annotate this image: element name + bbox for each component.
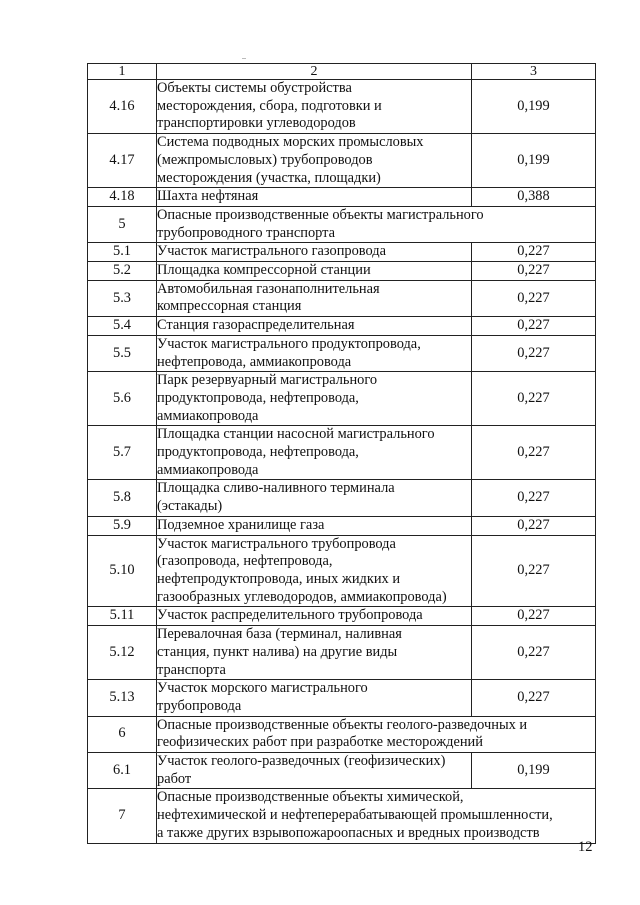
row-coefficient: 0,227 bbox=[472, 243, 596, 262]
row-description: Парк резервуарный магистрального продуктопровода, нефтепровода, аммиакопровода bbox=[157, 372, 472, 426]
row-description: Площадка станции насосной магистрального продуктопровода, нефтепровода, аммиакопровода bbox=[157, 426, 472, 480]
row-description: Автомобильная газонаполнительная компрессорная станция bbox=[157, 280, 472, 316]
row-coefficient: 0,227 bbox=[472, 426, 596, 480]
row-coefficient: 0,227 bbox=[472, 317, 596, 336]
row-coefficient: 0,227 bbox=[472, 626, 596, 680]
row-description: Участок геолого-разведочных (геофизических) работ bbox=[157, 753, 472, 789]
table-row bbox=[88, 243, 596, 262]
row-description: Шахта нефтяная bbox=[157, 188, 472, 207]
row-coefficient: 0,227 bbox=[472, 680, 596, 716]
row-number: 4.18 bbox=[88, 188, 157, 207]
row-number: 5.12 bbox=[88, 626, 157, 680]
table-row bbox=[88, 753, 596, 789]
row-number: 5 bbox=[88, 206, 157, 242]
row-number: 5.8 bbox=[88, 480, 157, 516]
row-coefficient: 0,227 bbox=[472, 607, 596, 626]
table-row bbox=[88, 426, 596, 480]
rates-table bbox=[87, 63, 596, 844]
row-number: 5.11 bbox=[88, 607, 157, 626]
row-coefficient: 0,227 bbox=[472, 516, 596, 535]
table-row bbox=[88, 280, 596, 316]
row-description: Участок магистрального газопровода bbox=[157, 243, 472, 262]
page-number: 12 bbox=[578, 839, 593, 855]
section-title: Опасные производственные объекты химической, нефтехимической и нефтеперерабатывающей промышленности, а также других взрывопожароопасных и вредных производств bbox=[157, 789, 596, 843]
row-description: Участок магистрального трубопровода (газопровода, нефтепровода, нефтепродуктопровода, иных жидких и газообразных углеводородов, аммиакопровода) bbox=[157, 535, 472, 607]
row-description: Подземное хранилище газа bbox=[157, 516, 472, 535]
row-coefficient: 0,199 bbox=[472, 134, 596, 188]
table-body bbox=[88, 64, 596, 844]
table-row bbox=[88, 516, 596, 535]
row-number: 5.7 bbox=[88, 426, 157, 480]
row-coefficient: 0,227 bbox=[472, 262, 596, 281]
row-coefficient: 0,388 bbox=[472, 188, 596, 207]
section-row bbox=[88, 789, 596, 843]
table-row bbox=[88, 626, 596, 680]
row-coefficient: 0,199 bbox=[472, 80, 596, 134]
table-row bbox=[88, 262, 596, 281]
row-coefficient: 0,227 bbox=[472, 480, 596, 516]
table-row bbox=[88, 372, 596, 426]
row-number: 5.13 bbox=[88, 680, 157, 716]
row-number: 4.17 bbox=[88, 134, 157, 188]
header-col-1: 1 bbox=[88, 64, 157, 80]
table-row bbox=[88, 317, 596, 336]
table-row bbox=[88, 335, 596, 371]
row-description: Перевалочная база (терминал, наливная станция, пункт налива) на другие виды транспорта bbox=[157, 626, 472, 680]
section-title: Опасные производственные объекты магистрального трубопроводного транспорта bbox=[157, 206, 596, 242]
row-number: 4.16 bbox=[88, 80, 157, 134]
row-number: 5.10 bbox=[88, 535, 157, 607]
row-coefficient: 0,227 bbox=[472, 280, 596, 316]
row-description: Площадка сливо-наливного терминала (эстакады) bbox=[157, 480, 472, 516]
row-coefficient: 0,227 bbox=[472, 335, 596, 371]
section-row bbox=[88, 716, 596, 752]
row-description: Система подводных морских промысловых (межпромысловых) трубопроводов месторождения (участка, площадки) bbox=[157, 134, 472, 188]
row-number: 5.3 bbox=[88, 280, 157, 316]
row-number: 5.4 bbox=[88, 317, 157, 336]
table-row bbox=[88, 680, 596, 716]
section-title: Опасные производственные объекты геолого-разведочных и геофизических работ при разработке месторождений bbox=[157, 716, 596, 752]
row-coefficient: 0,227 bbox=[472, 372, 596, 426]
row-description: Станция газораспределительная bbox=[157, 317, 472, 336]
scan-speck bbox=[242, 58, 246, 59]
section-row bbox=[88, 206, 596, 242]
row-number: 5.9 bbox=[88, 516, 157, 535]
table-header-row bbox=[88, 64, 596, 80]
row-description: Объекты системы обустройства месторождения, сбора, подготовки и транспортировки углеводородов bbox=[157, 80, 472, 134]
header-col-3: 3 bbox=[472, 64, 596, 80]
row-number: 5.2 bbox=[88, 262, 157, 281]
header-col-2: 2 bbox=[157, 64, 472, 80]
row-number: 5.1 bbox=[88, 243, 157, 262]
row-number: 6.1 bbox=[88, 753, 157, 789]
table-row bbox=[88, 188, 596, 207]
row-number: 7 bbox=[88, 789, 157, 843]
row-description: Участок распределительного трубопровода bbox=[157, 607, 472, 626]
row-coefficient: 0,199 bbox=[472, 753, 596, 789]
row-description: Площадка компрессорной станции bbox=[157, 262, 472, 281]
row-description: Участок морского магистрального трубопровода bbox=[157, 680, 472, 716]
row-description: Участок магистрального продуктопровода, нефтепровода, аммиакопровода bbox=[157, 335, 472, 371]
table-row bbox=[88, 480, 596, 516]
row-number: 5.5 bbox=[88, 335, 157, 371]
table-row bbox=[88, 607, 596, 626]
table-row bbox=[88, 134, 596, 188]
table-row bbox=[88, 80, 596, 134]
table-row bbox=[88, 535, 596, 607]
row-coefficient: 0,227 bbox=[472, 535, 596, 607]
row-number: 5.6 bbox=[88, 372, 157, 426]
row-number: 6 bbox=[88, 716, 157, 752]
